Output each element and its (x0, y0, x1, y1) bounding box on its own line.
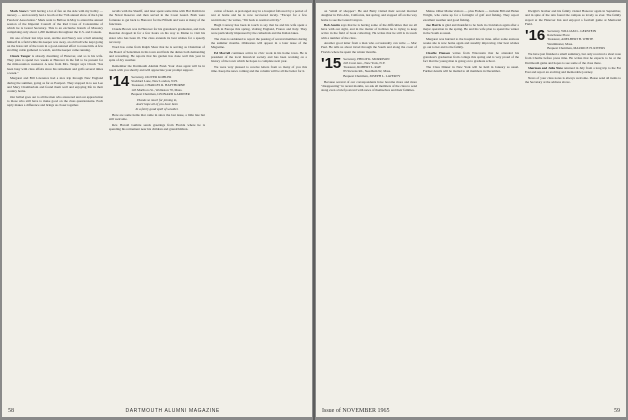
paragraph: On one of their last trips west, Archie and Nancy saw a bull amusing himself in a field while his keeper was away, an old bull who kept going on the brass rail of the town in a good-natured effort to rouse him. A few strolling cattle gathered to watch, and the keeper came running. (7, 35, 103, 53)
class-year: '16 (525, 27, 546, 44)
paragraph: Another good letter from a man who occasionally can write — Mac Paul. He tells us about travel through the South and along the coast of Florida where he spent the winter months. (321, 41, 417, 54)
paragraph: Bob Austin says that he is having some of the difficulties that we all have with our sight, and in the matter of hobbies he is trying to keep active in the field of book collecting. He writes that he still is in touch with a number of the class. (321, 22, 417, 40)
left-page-footer (8, 407, 220, 415)
class-year: '14 (109, 73, 130, 91)
paragraph: Because several of our correspondents have become more and more "disappearing" in recent months, we ask all members of the class to send along even a brief postcard with news of themselves and their families. (321, 79, 417, 93)
paragraph: Our ballad goes out to all the men who answered and our appreciation to those who still have to make good on the class questionnaire. Each reply makes a difference and brings us closer together. (7, 94, 103, 107)
class-heading-14 (109, 75, 205, 96)
paragraph: on "small ol' shoppes". He and Betty visited their second married daughter in Palo Alto, California, last spring, and stopped off on the way home to see the Grand Canyon. (321, 9, 417, 22)
paragraph: We have just finished a small summary, but only received a short note from Charlie before press time. He writes that he expects to be at the Dartmouth game and hopes to see some of the class there. (525, 52, 621, 65)
left-column-3 (211, 9, 307, 401)
class-year: '15 (321, 54, 342, 72)
paragraph: Ed Morrell continues active in civic work in his home town. He is president of the local historical society and has been working on a history of the town which he hopes to complete next year. (211, 50, 307, 64)
paragraph: News of your class notes is always welcome. Please send all items to the Secretary at the address above. (525, 75, 621, 84)
right-page-footer (322, 407, 620, 415)
paragraph: Claude Brown was in Hanover for his grandson's graduation, and Jack Reardon dropped in for a few hours on his way to Maine to visit his sister who has been ill. The class extends its best wishes for a speedy recovery. (109, 27, 205, 44)
paragraph: Dwight's brother and his family visited Hanover again in September, and in spite of the rain found the campus as lovely as ever. The family stayed at the Hanover Inn and enjoyed a football game at Memorial Field. (525, 9, 621, 26)
right-column-3 (525, 9, 621, 401)
paragraph: Maine. Other Maine visitors — plus Fishers — include Bill and Helen Wright, who came up for a fortnight of golf and fishing. They report excellent weather and good fishing. (423, 9, 519, 22)
poem: Thanks so much for joining in, And I hope all of you have been In a fairly good spell of weather. (135, 98, 179, 111)
paragraph: Margaret and Bill Lawrence had a nice trip through New England during the summer, going as far as Eastport. They stopped in to see Lee and Mary Chamberlain and found them well and enjoying life in their country home. (7, 76, 103, 94)
paragraph: Here are some items that came in since the last issue, a little late but still welcome. (109, 112, 205, 122)
paragraph: cation of heart. A prolonged stay in a hospital followed by a period of rest at home and he is now recovered nicely. "Except for a few restrictions," he writes, "I'm back to normal activity." (211, 9, 307, 22)
class-officers: Secretary, WILLIAM L. GERSTEIN Ranchouse Place Treasurer, ADELBERT B. WHITE Westminster, Mass. Bequest Chairman, MAURICE H. RIVERS (547, 29, 606, 50)
paragraph: The class is saddened to report the passing of several members during the summer months. Obituaries will appear in a later issue of the Magazine. (211, 36, 307, 50)
left-page (2, 3, 312, 417)
page-number: 58 (8, 408, 14, 414)
right-page (316, 3, 626, 417)
class-heading-15 (321, 54, 417, 78)
right-column-1 (321, 9, 417, 401)
magazine-title: DARTMOUTH ALUMNI MAGAZINE (125, 408, 220, 414)
right-column-2 (423, 9, 519, 401)
paragraph: Hugh Conway has been in touch to say that he and his wife spent a month in Europe this spring, visiting England, France and Italy. They were particularly impressed by the cathedrals and the Italian lakes. (211, 22, 307, 36)
paragraph: Sherman and Julia Nute returned in July from a long trip to the Far East and report an exciting and memorable journey. (525, 65, 621, 75)
paragraph: Word has come from Ralph Shaw that he is serving as Chairman of the Board of Selectmen in his town and finds the duties both demanding and rewarding. He reports that his garden has done well this year in spite of dry weather. (109, 45, 205, 63)
paragraph: Joe Harris is glad and thankful to be back in circulation again after a major operation in the spring. He and his wife plan to spend the winter in the South as usual. (423, 22, 519, 36)
paragraph: Margaret was hurried to the hospital late in June. After some anxious weeks she is now home again and steadily improving. Our best wishes go out to her and to the family. (423, 36, 519, 50)
paragraph: recalls with the Sheriff, and later spent some time with Hal Dobbin in the Naval Reserve and then served in the Coast Guard. Both were fortunate to get back to Hanover for the Fiftieth and were at many of the functions. (109, 9, 205, 26)
paragraph: We were very pleased to receive letters from so many of you this time. Keep the news coming and the column will be all the better for it. (211, 64, 307, 73)
class-officers: Secretary, OLIVER KOHLER Stoddard Lane, New London, N.H. Treasurer, CHARLES R. HAYTHORNE 145 Marlboro St., Wollaston 70, Mass. Bequest Chairman, LEONARD GARDNER (131, 75, 190, 96)
class-officers: Secretary, PHILIP K. MORRISON 245 Crest Ave., New York, N.Y. Treasurer, ROBERT L. RAY 83 Stevens Rd., Needham 92, Mass. Bequest Chairman, JOSEPH L. LAVERTY (343, 56, 401, 78)
page-number: 59 (614, 408, 620, 414)
paragraph: Remember the Dartmouth Alumni Fund. Your class agent will be in touch with you shortly and will appreciate your prompt support. (109, 63, 205, 72)
paragraph: Mark Snow's "still having a lot of fun on the side with my hobby — nursery — and recently had a booth at the 75th annual show of the Lynn Fanciers' Association." Mark went to Balboa in May to attend the annual session of the Imperial Council of the Red Cross of Constantine of which he is Grand Secretary. This is an exclusive branch of Masonry comprising only about 1,200 members throughout the U.S. and Canada. (7, 9, 103, 35)
left-column-1 (7, 9, 103, 401)
page-gutter (313, 0, 315, 420)
paragraph: Rev. Harold Guthrie sends greetings from Florida where he is spending his retirement near his children and grandchildren. (109, 122, 205, 131)
paragraph: The Class Dinner in New York will be held in January as usual. Further details will be mailed to all members in December. (423, 64, 519, 73)
paragraph: Charlie Hanson writes from Wisconsin that he attended his grandson's graduation from college this spring and is very proud of the fact that the young man is going on to graduate school. (423, 50, 519, 64)
issue-date: Issue of NOVEMBER 1965 (322, 408, 390, 414)
left-column-2 (109, 9, 205, 401)
paragraph: Chuck Tanger is already dreaming of Hanover, and so is his wife. They plan to spend two weeks at Hanover in the fall to be present for the mini-reunion weekend. A note from Mrs. Tanger says Chuck "has been busy with class affairs since his retirement and golfs several times a week." (7, 53, 103, 75)
class-heading-16 (525, 29, 621, 50)
